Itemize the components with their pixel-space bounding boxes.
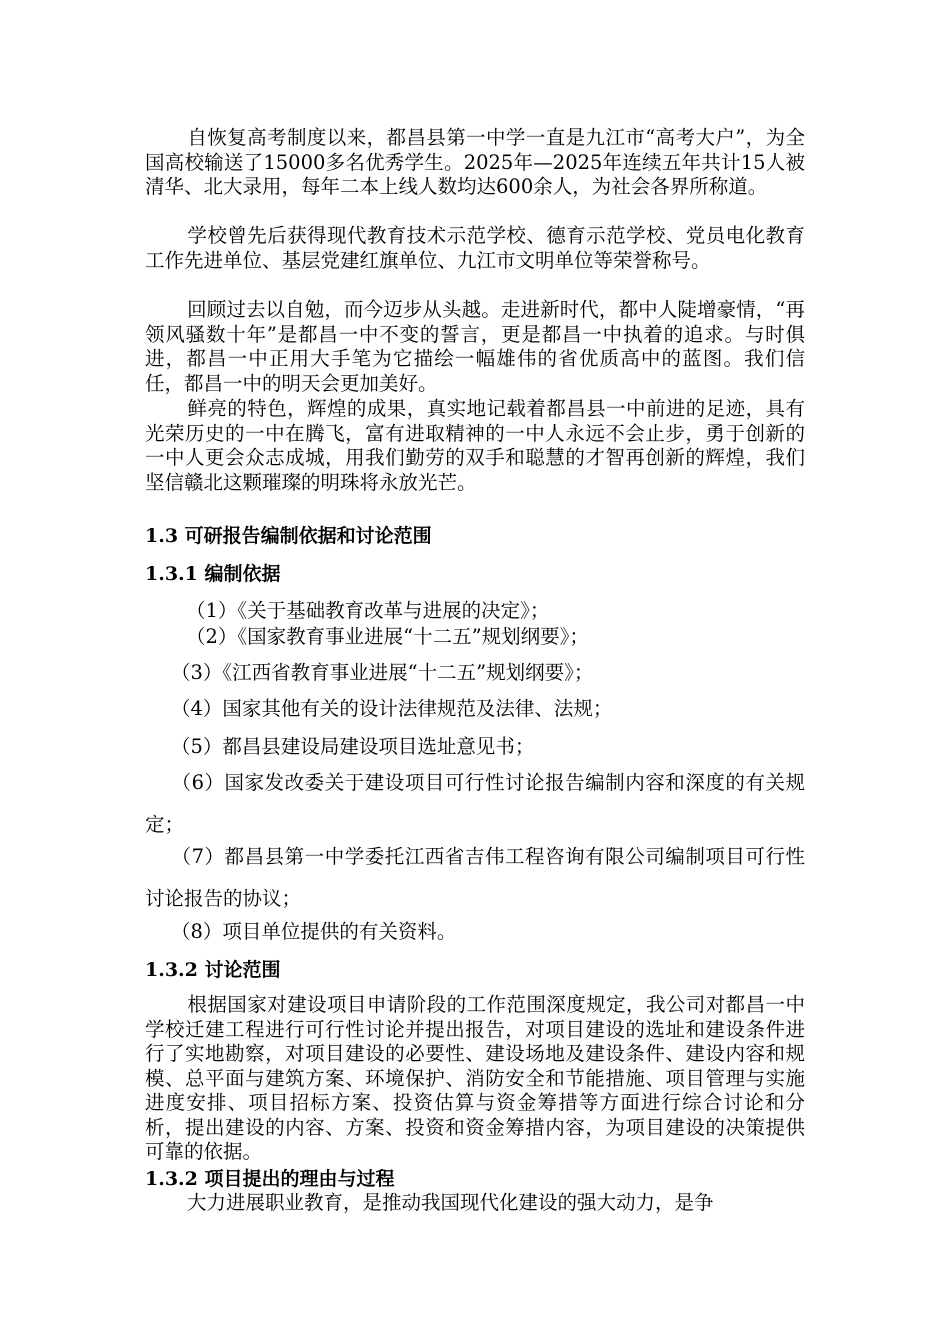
reason-paragraph: 大力进展职业教育，是推动我国现代化建设的强大动力，是争: [187, 1191, 714, 1214]
intro-paragraph-4: 鲜亮的特色，辉煌的成果，真实地记载着都昌县一中前进的足迹，具有光荣历史的一中在腾飞，富有进取精神的一中人永远不会止步，勇于创新的一中人更会众志成城，用我们勤劳的双手和聪慧的才智再创新的辉煌，我们坚信赣北这颗璀璨的明珠将永放光芒。: [145, 397, 805, 494]
basis-item-5: （5）都昌县建设局建设项目选址意见书；: [171, 735, 535, 758]
intro-paragraph-1: 自恢复高考制度以来，都昌县第一中学一直是九江市“高考大户”，为全国高校输送了15000多名优秀学生。2025年—2025年连续五年共计15人被清华、北大录用，每年二本上线人数均达600余人，为社会各界所称道。: [145, 126, 805, 198]
basis-item-2: （2）《国家教育事业进展“十二五”规划纲要》；: [186, 625, 589, 648]
basis-item-4: （4）国家其他有关的设计法律规范及法律、法规；: [171, 697, 613, 720]
subsection-heading-project-reason: 1.3.2 项目提出的理由与过程: [145, 1168, 395, 1190]
basis-item-7: （7）都昌县第一中学委托江西省吉伟工程咨询有限公司编制项目可行性讨论报告的协议；: [145, 845, 805, 910]
basis-item-1: （1）《关于基础教育改革与进展的决定》；: [186, 599, 550, 622]
basis-item-6: （6）国家发改委关于建设项目可行性讨论报告编制内容和深度的有关规定；: [145, 771, 805, 836]
intro-paragraph-2: 学校曾先后获得现代教育技术示范学校、德育示范学校、党员电化教育工作先进单位、基层党建红旗单位、九江市文明单位等荣誉称号。: [145, 224, 805, 272]
section-heading-1-3: 1.3 可研报告编制依据和讨论范围: [145, 525, 432, 547]
basis-item-3: （3）《江西省教育事业进展“十二五”规划纲要》；: [171, 661, 594, 684]
subsection-heading-1-3-1: 1.3.1 编制依据: [145, 563, 281, 585]
scope-paragraph: 根据国家对建设项目申请阶段的工作范围深度规定，我公司对都昌一中学校迁建工程进行可行性讨论并提出报告，对项目建设的选址和建设条件进行了实地勘察，对项目建设的必要性、建设场地及建设条件、建设内容和规模、总平面与建筑方案、环境保护、消防安全和节能措施、项目管理与实施进度安排、项目招标方案、投资估算与资金筹措等方面进行综合讨论和分析，提出建设的内容、方案、投资和资金筹措内容，为项目建设的决策提供可靠的依据。: [145, 993, 805, 1163]
subsection-heading-1-3-2: 1.3.2 讨论范围: [145, 959, 281, 981]
basis-item-8: （8）项目单位提供的有关资料。: [171, 920, 457, 943]
intro-paragraph-3: 回顾过去以自勉，而今迈步从头越。走进新时代，都中人陡增豪情，“再领风骚数十年”是都昌一中不变的誓言，更是都昌一中执着的追求。与时俱进，都昌一中正用大手笔为它描绘一幅雄伟的省优质高中的蓝图。我们信任，都昌一中的明天会更加美好。: [145, 298, 805, 395]
